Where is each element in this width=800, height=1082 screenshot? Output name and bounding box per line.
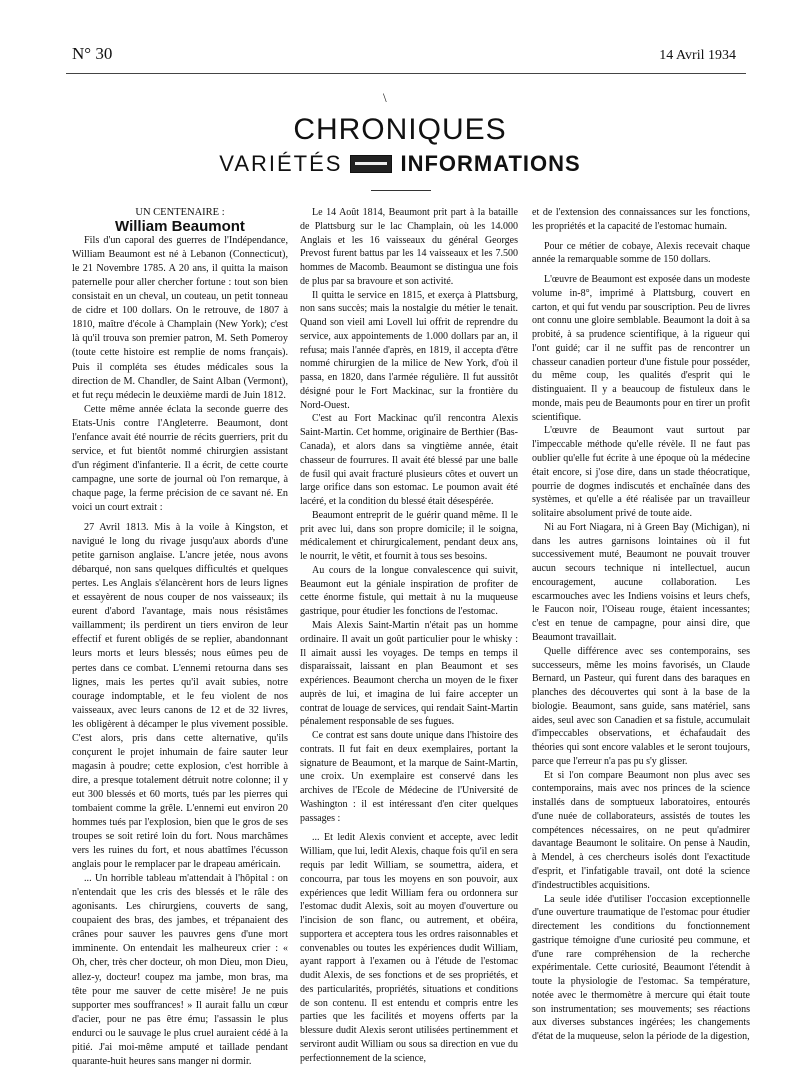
column-2: [300, 206, 518, 1065]
column-1: [72, 206, 288, 1069]
stray-mark: \: [383, 90, 387, 105]
paragraph: Il quitta le service en 1815, et exerça à Plattsburg, non sans succès; mais la nostalgie du métier le tenait. Quand son vieil ami Lovell lui offrit de reprendre du service, aux appointements de 1.000 dollars par an, il refusa; mais l'année d'après, en 1819, il accepta d'être nommé chirurgien de la milice de New York, d'où il passa, en 1820, dans l'armée régulière. Il fut aussitôt désigné pour le Fort Mackinac, sur la frontière du Nord-Ouest.: [300, 289, 518, 411]
paragraph: Et si l'on compare Beaumont non plus avec ses contemporains, mais avec nos princes de la science installés dans de somptueux laboratoires, entourés d'une nuée de collaborateurs, assistés de toutes les compétences nécessaires, on ne peut qu'admirer davantage Beaumont le solitaire. On pense à Naudin, à Mendel, à ces chercheurs isolés dont l'exactitude d'esprit, et l'infatigable travail, ont doté la science d'indestructibles acquisitions.: [532, 769, 750, 891]
header-rule: [66, 73, 746, 74]
paragraph: Ni au Fort Niagara, ni à Green Bay (Michigan), ni dans les autres garnisons lointaines où il fut successivement muté, Beaumont ne pouvait trouver aucun secours technique ni intellectuel, aucun encouragement, aucune collaboration. Les escarmouches avec les Indiens voisins et leurs chefs, le Faucon noir, l'Oiseau rouge, étaient incessantes; c'est en tenue de campagne, pour ainsi dire, que Beaumont travaillait.: [532, 521, 750, 643]
paragraph: Ce contrat est sans doute unique dans l'histoire des contrats. Il fut fait en deux exemplaires, portant la signature de Beaumont, et la marque de Saint-Martin, une croix. Un exemplaire est conservé dans les archives de l'Ecole de Médecine de l'Université de Washington : il est intéressant d'en citer quelques passages :: [300, 730, 518, 824]
paragraph: Au cours de la longue convalescence qui suivit, Beaumont eut la géniale inspiration de profiter de cette énorme fistule, qui mettait à nu la muqueuse gastrique, pour étudier les fonctions de l'estomac.: [300, 564, 518, 618]
paragraph: La seule idée d'utiliser l'occasion exceptionnelle d'une ouverture traumatique de l'estomac pour étudier directement les conditions du fonctionnement gastrique témoigne d'une curiosité peu commune, et d'une rare compréhension de la recherche expérimentale. Cette curiosité, Beaumont l'étendit à toute la physiologie de l'estomac. Sa température, notée avec le thermomètre à mercure qui était toute son instrumentation; ses mouvements; ses réactions aux diverses substances ingérées; les changements d'état de la muqueuse, selon la période de la digestion,: [532, 893, 750, 1043]
paragraph: ... Un horrible tableau m'attendait à l'hôpital : on n'entendait que les cris des blessés et le râle des agonisants. Les chirurgiens, couverts de sang, coupaient des bras, des jambes, et trépanaient des crânes pour sauver les pauvres gens d'une mort imminente. On entendait les malheureux crier : « Oh, cher, très cher docteur, oh mon Dieu, mon Dieu, allez-y, docteur! coupez ma jambe, mon bras, ma tête pour me sauver de cette misère! Je ne puis supporter mes souffrances! » Il aurait fallu un cœur d'acier, pour ne pas être ému; l'assassin le plus endurci ou le sauvage le plus cruel auraient cédé à la pitié. J'ai moi-même amputé et taillade pendant quarante-huit heures sans manger ni dormir.: [72, 873, 288, 1067]
paragraph: Mais Alexis Saint-Martin n'était pas un homme ordinaire. Il avait un goût particulier pour le whisky : Il aimait aussi les voyages. De temps en temps il disparaissait, laissant en plan Beaumont et ses expériences. Beaumont chercha un moyen de le fixer auprès de lui, et imagina de lui faire accepter un contrat de louage de services, qui rendait Saint-Martin pénalement responsable de ses fugues.: [300, 619, 518, 728]
paragraph: L'œuvre de Beaumont vaut surtout par l'impeccable méthode qu'elle révèle. Il ne faut pas oublier qu'elle fut écrite à une époque où la médecine était encore, si j'ose dire, dans un stade théocratique, pourrie de dogmes indiscutés et enchaînée dans des systèmes, et qu'elle a été réalisée par un travailleur solitaire absolument privé de toute aide.: [532, 425, 750, 520]
issue-number: N° 30: [72, 44, 113, 63]
masthead: [0, 112, 800, 178]
issue-date: 14 Avril 1934: [659, 48, 736, 63]
paragraph: Le 14 Août 1814, Beaumont prit part à la bataille de Plattsburg sur le lac Champlain, où les 14.000 Anglais et les 16 vaisseaux du général Georges Prevost furent battus par les 14 vaisseaux et les 7.500 hommes de Macomb. Beaumont se distingua une fois de plus par sa bravoure et son activité.: [300, 207, 518, 287]
masthead-rule: [371, 190, 431, 191]
paragraph: ... Et ledit Alexis convient et accepte, avec ledit William, que lui, ledit Alexis, chaque fois qu'il en sera requis par ledit William, se soumettra, aidera, et concourra, par tous les moyens en son pouvoir, aux expériences que ledit William fera ou ordonnera sur l'estomac dudit Alexis, soit au moyen d'ouverture ou l'incision de son flanc, ou autrement, et obéira, supportera et acceptera tous les ordres raisonnables et convenables ou toutes les expériences dudit William, ayant rapport à l'examen ou à l'étude de l'estomac dudit Alexis, de ses fonctions et de ses propriétés, et des particularités, propriétés, situations et conditions de son contenu. Il est entendu et compris entre les parties que les facilités et moyens offerts par la blessure dudit Alexis seront utilisées pertinemment et serviront audit William ou sous sa direction en vue du perfectionnement de la science,: [300, 832, 518, 1064]
paragraph: Beaumont entreprit de le guérir quand même. Il le prit avec lui, dans son propre domicile; il le soigna, médicalement et chirurgicalement, pendant deux ans, le nourrit, le vêtit, et fournit à tous ses besoins.: [300, 509, 518, 563]
masthead-right: INFORMATIONS: [400, 151, 581, 176]
paragraph: L'œuvre de Beaumont est exposée dans un modeste volume in-8°, imprimé à Plattsburg, couvert en carton, et qui fut vendu par souscription. Peu de livres ont connu une gloire semblable. Beaumont la doit à sa probité, à sa prudence scientifique, à la rigueur qui l'ont guidé; car il ne suffit pas de rencontrer un chasseur canadien porteur d'une fistule pour posséder, du même coup, les qualités d'esprit qui le distinguaient. Il y a beaucoup de fistuleux dans le monde, mais peu de Beaumonts pour en tirer un profit scientifique.: [532, 274, 750, 423]
masthead-title: CHRONIQUES: [293, 113, 507, 146]
ornament-icon: [350, 155, 392, 173]
paragraph: C'est au Fort Mackinac qu'il rencontra Alexis Saint-Martin. Cet homme, originaire de Berthier (Bas-Canada), et alors dans sa vingtième année, était chasseur de fourrures. Il avait été blessé par une balle de fusil qui avait fracturé plusieurs côtes et ouvert un large orifice dans son estomac. Le poumon avait été lacéré, et la condition du blessé était désespérée.: [300, 413, 518, 508]
article-kicker: UN CENTENAIRE :: [135, 207, 225, 218]
paragraph: 27 Avril 1813. Mis à la voile à Kingston, et navigué le long du rivage jusqu'aux abords d'une petite garnison anglaise. L'ancre jetée, nous avons débarqué, non sans quelques difficultés et quelques pertes. Les Anglais s'élancèrent hors de leurs lignes et essayèrent de nous couper de nos vaisseaux; ils eurent d'abord l'avantage, mais nous résistâmes vaillamment; ils perdirent un tiers environ de leur effectif et furent obligés de se replier, abandonnant leurs morts et leurs blessés; nous eûmes peu de pertes dans ce combat. L'ennemi retourna dans ses lignes, mais les pertes qu'il avait subies, notre courage indomptable, et le feu violent de nos vaisseaux, avec leurs canons de 12 et de 32 livres, les obligèrent à décamper le plus vivement possible. C'est alors, pris dans cette alternative, qu'ils conçurent le projet inhumain de faire sauter leur magasin à poudre; cette explosion, c'est horrible à dire, a presque totalement détruit notre colonne; il y eut 300 blessés et 60 morts, tués par les pierres qui tombaient comme la grêle. L'ennemi eut environ 20 hommes tués par l'explosion, bien que le gros de ses troupes se soit retiré loin du fort. Nous marchâmes vers les ruines du fort, et nous abattîmes l'écusson anglais pour le remplacer par le drapeau américain.: [72, 522, 288, 871]
paragraph: Cette même année éclata la seconde guerre des Etats-Unis contre l'Angleterre. Beaumont, dont l'enfance avait été nourrie de récits guerriers, prit du service, et fut bientôt nommé chirurgien assistant d'un régiment d'infanterie. Il a écrit, de cette courte campagne, une sorte de journal où l'on remarque, à chaque page, la ferme précision de ce savant né. En voici un court extrait :: [72, 403, 288, 513]
masthead-subtitle: [0, 150, 800, 178]
column-3: [532, 206, 750, 1044]
paragraph: Fils d'un caporal des guerres de l'Indépendance, William Beaumont est né à Lebanon (Connecticut), le 21 Novembre 1785. A 20 ans, il quitta la maison paternelle pour aller chercher fortune : tout son bien consistait en un cheval, un couteau, un petit tonneau de cidre et 100 dollars. On le retrouve, de 1807 à 1810, maître d'école à Champlain (New York); c'est là qu'il trouva son premier patron, M. Seth Pomeroy (toute cette histoire est remplie de noms français). Puis il compléta ses études médicales sous la direction de M. Chandler, de Saint Alban (Vermont), et fut reçu médecin le deuxième mardi de Juin 1812.: [72, 235, 288, 401]
article-heading: William Beaumont: [115, 218, 245, 236]
paragraph: Quelle différence avec ses contemporains, ses successeurs, même les moins favorisés, un Claude Bernard, un Pasteur, qui furent dans des baraques en planches des découvertes qui sont à la base de la biologie. Beaumont, sans guide, sans matériel, sans aides, seul avec son Canadien et sa fistule, accumulait d'impeccables observations, et échafaudait des théories qui sont encore valables et le seront toujours, parce que l'erreur n'a pas pu s'y glisser.: [532, 645, 750, 767]
masthead-left: VARIÉTÉS: [219, 151, 343, 176]
paragraph: et de l'extension des connaissances sur les fonctions, les propriétés et la capacité de l'estomac humain.: [532, 207, 750, 232]
paragraph: Pour ce métier de cobaye, Alexis recevait chaque année la remarquable somme de 150 dollars.: [532, 240, 750, 266]
